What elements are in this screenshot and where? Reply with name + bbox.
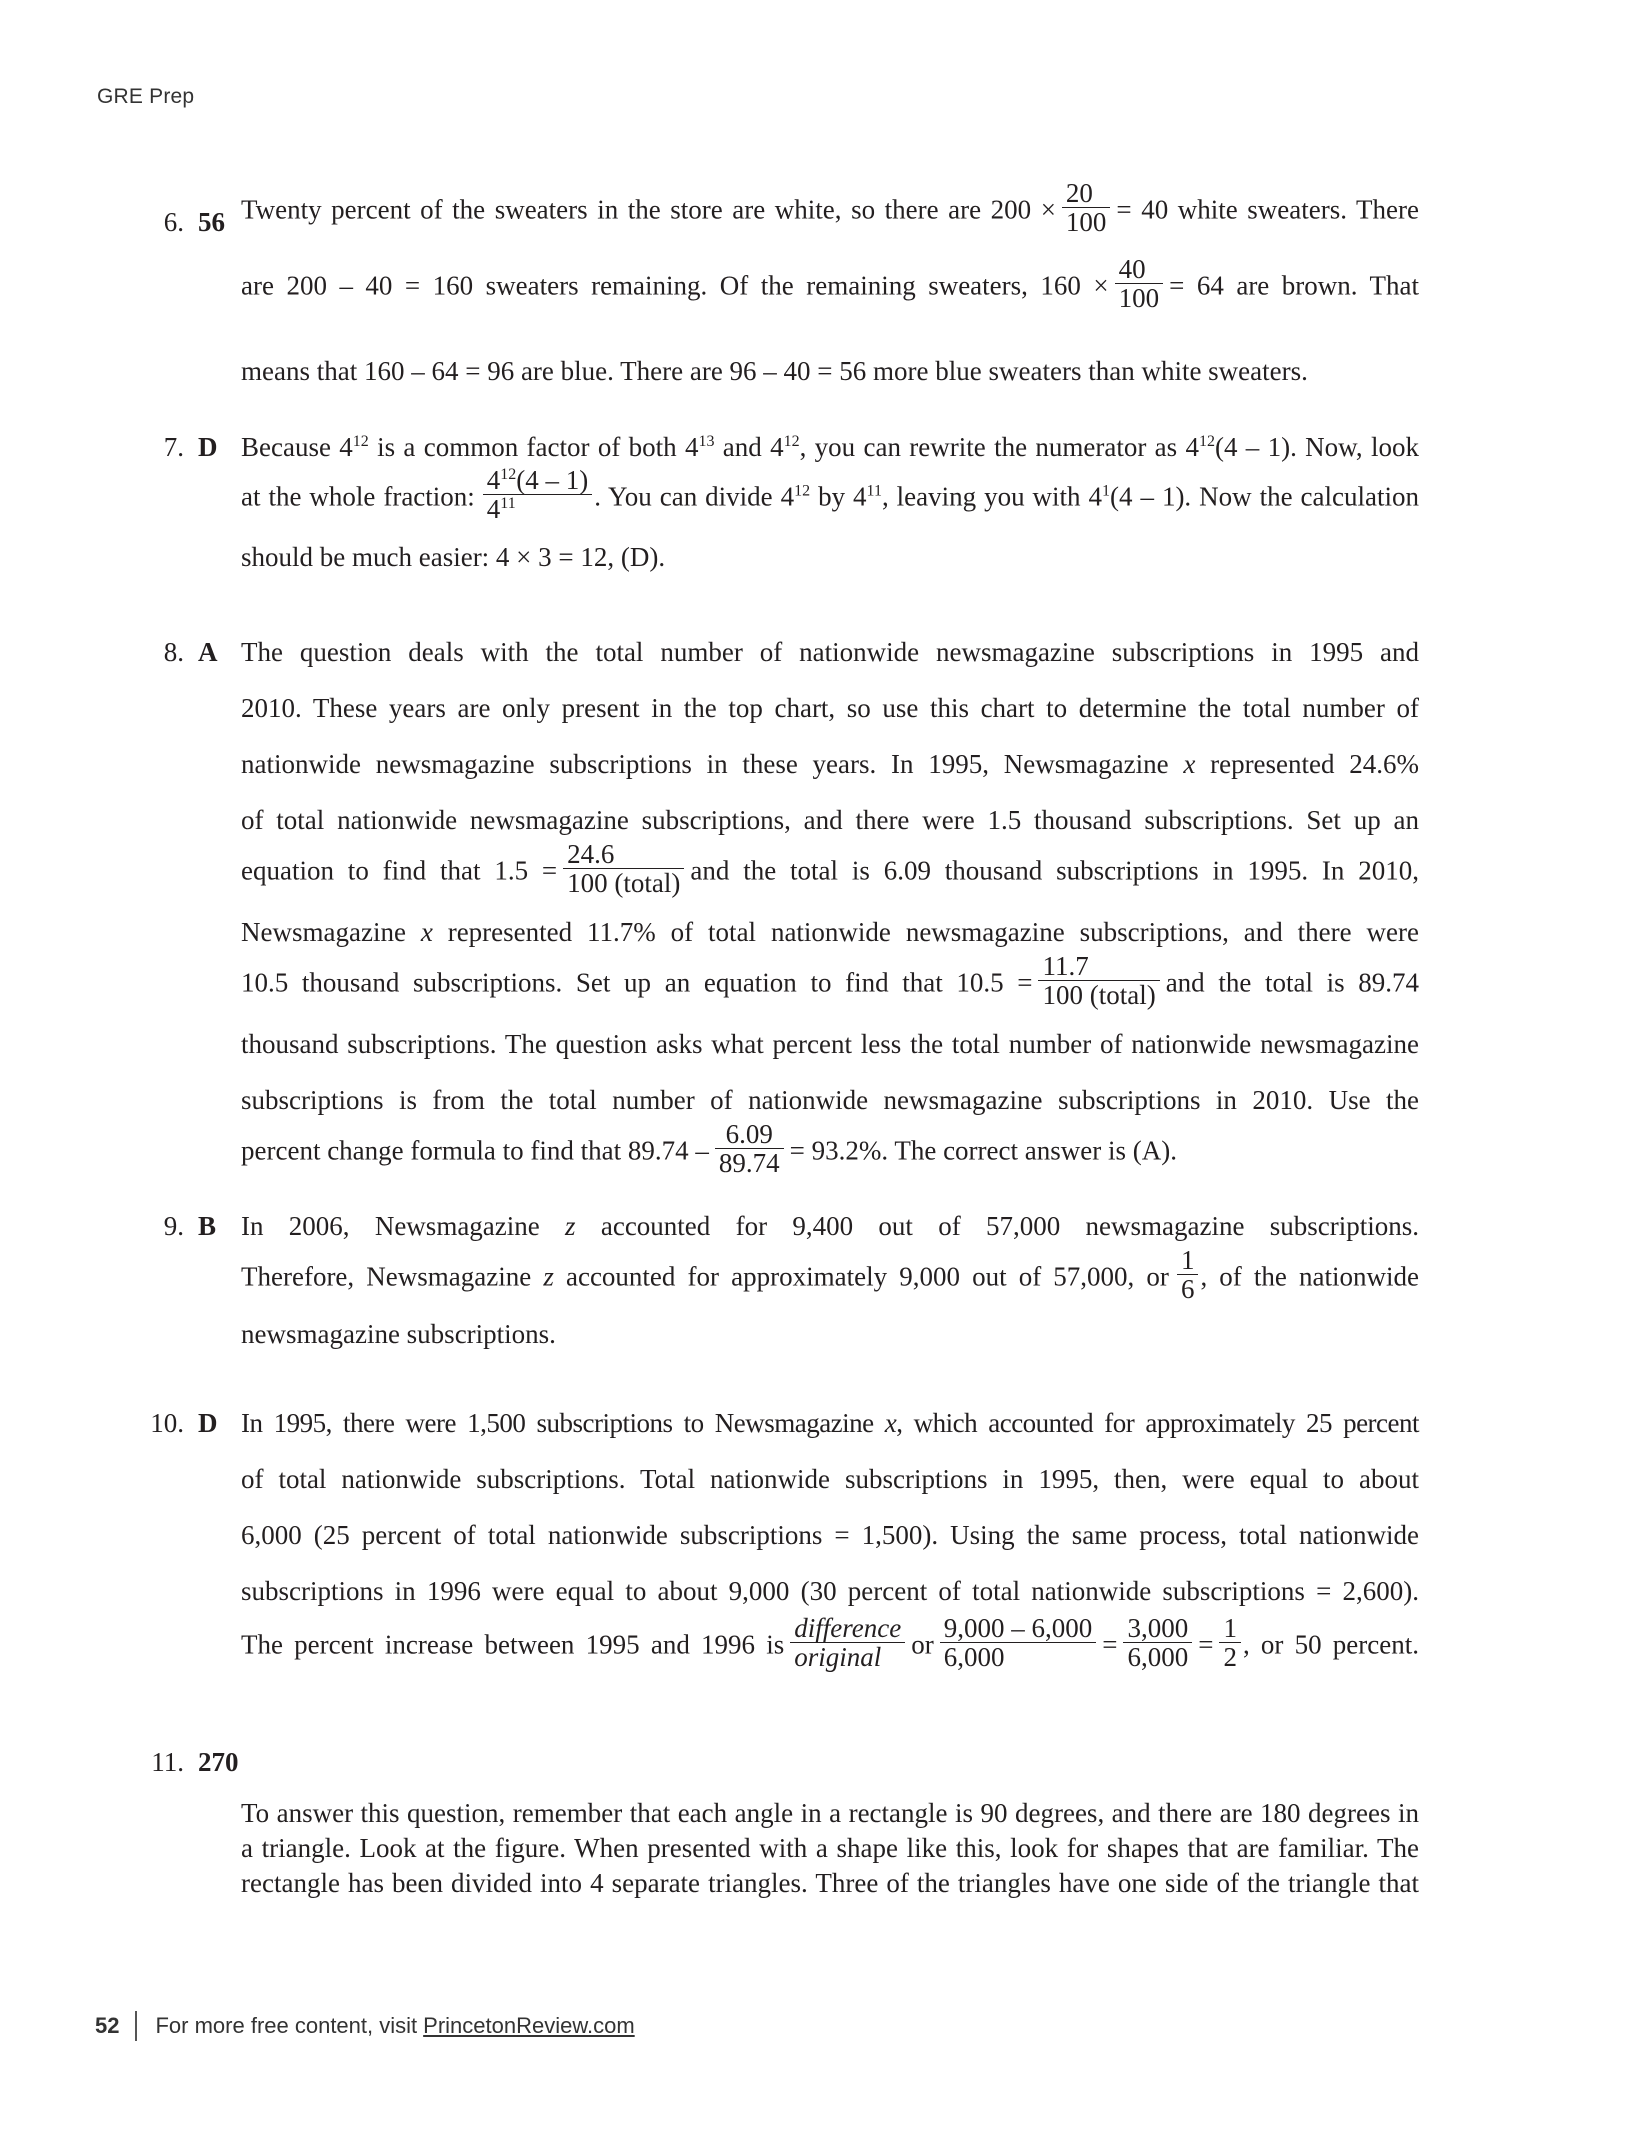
text-line: percent change formula to find that 89.74 – $\frac{6.09}{89.74}$ = 93.2%. The correct answer is (A).: [241, 1119, 1177, 1179]
problem-answer: 56: [198, 207, 225, 237]
problem-number: 9.: [163, 1211, 184, 1241]
text-line: Because $4^{12}$ is a common factor of both $4^{13}$ and $4^{12}$, you can rewrite the numerator as $4^{12}(4 - 1)$. Now, look: [241, 432, 1420, 462]
text-line: To answer this question, remember that each angle in a rectangle is 90 degrees, and there are 180 degrees in: [241, 1798, 1419, 1828]
page-number: 52: [95, 2013, 120, 2038]
text-line: 2010. These years are only present in the top chart, so use this chart to determine the total number of: [241, 693, 1419, 723]
text-line: In 1995, there were 1,500 subscriptions to Newsmagazine x, which accounted for approximately 25 percent: [241, 1408, 1420, 1438]
problem-answer: A: [198, 637, 218, 667]
text-line: newsmagazine subscriptions.: [241, 1319, 556, 1349]
fraction: $\frac{20}{100}$: [1062, 179, 1111, 238]
text-line: In 2006, Newsmagazine z accounted for 9,400 out of 57,000 newsmagazine subscriptions.: [241, 1211, 1419, 1241]
fraction: $\frac{9,000 - 6,000}{6,000}$: [940, 1614, 1097, 1673]
text-line: rectangle has been divided into 4 separate triangles. Three of the triangles have one side of the triangle that: [241, 1868, 1419, 1898]
fraction: $\frac{\text{difference}}{\text{original}}$: [790, 1614, 905, 1673]
page-footer: [95, 2011, 635, 2041]
fraction: $\frac{1}{6}$: [1177, 1246, 1199, 1305]
fraction: $\frac{11.7}{\text{100 (total)}}$: [1038, 952, 1159, 1011]
text-line: Newsmagazine x represented 11.7% of total nationwide newsmagazine subscriptions, and there were: [241, 917, 1419, 947]
text-line: 6,000 (25 percent of total nationwide subscriptions = 1,500). Using the same process, total nationwide: [241, 1520, 1419, 1550]
text-line: of total nationwide newsmagazine subscriptions, and there were 1.5 thousand subscriptions. Set up an: [241, 805, 1419, 835]
problem-answer: D: [198, 1408, 218, 1438]
text-line: should be much easier: 4 × 3 = 12, (D).: [241, 542, 666, 572]
fraction: $\frac{4^{12}(4 - 1)}{4^{11}}$: [483, 466, 592, 525]
text-line: subscriptions in 1996 were equal to about 9,000 (30 percent of total nationwide subscriptions = 2,600).: [241, 1576, 1419, 1606]
fraction: $\frac{24.6}{\text{100 (total)}}$: [563, 840, 684, 899]
problem-number: 8.: [163, 637, 184, 667]
problem-answer: B: [198, 1211, 217, 1241]
problem-answer: 270: [198, 1747, 239, 1777]
text-line: Twenty percent of the sweaters in the store are white, so there are 200 × $\frac{20}{100}$ = 40 white sweaters. There: [241, 178, 1419, 238]
problem-number: 6.: [163, 207, 184, 237]
text-line: equation to find that 1.5 = $\frac{24.6}{\text{100 (total)}}$ and the total is 6.09 thousand subscriptions in 1995. In 2010,: [241, 839, 1419, 899]
text-line: subscriptions is from the total number of nationwide newsmagazine subscriptions in 2010. Use the: [241, 1085, 1419, 1115]
text-line: 10.5 thousand subscriptions. Set up an equation to find that 10.5 = $\frac{11.7}{\text{100 (total)}}$ and the total is 89.74: [241, 951, 1419, 1011]
text-line: The percent increase between 1995 and 1996 is $\frac{\text{difference}}{\text{original}}$ or $\frac{9,000 - 6,000}{6,000}$ = $\frac{3,000}{6,000}$ = $\frac{1}{2}$ , or 50 percent.: [241, 1613, 1419, 1673]
text-line: Therefore, Newsmagazine z accounted for approximately 9,000 out of 57,000, or $\frac{1}{6}$ , of the nationwide: [241, 1245, 1419, 1305]
text-line: a triangle. Look at the figure. When presented with a shape like this, look for shapes that are familiar. The: [241, 1833, 1419, 1863]
text-line: are 200 – 40 = 160 sweaters remaining. Of the remaining sweaters, 160 × $\frac{40}{100}$ = 64 are brown. That: [241, 254, 1420, 314]
footer-text: For more free content, visit: [155, 2013, 418, 2038]
problem-number: 11.: [151, 1747, 184, 1777]
text-line: thousand subscriptions. The question asks what percent less the total number of nationwide newsmagazine: [241, 1029, 1419, 1059]
text-line: at the whole fraction: $\frac{4^{12}(4 - 1)}{4^{11}}$ . You can divide $4^{12}$ by $4^{11}$, leaving you with $4^1(4 - 1)$. Now the calculation: [241, 465, 1419, 525]
problem-number: 10.: [150, 1408, 184, 1438]
problem-answer: D: [198, 432, 218, 462]
running-header: GRE Prep: [97, 85, 195, 108]
fraction: $\frac{6.09}{89.74}$: [715, 1120, 784, 1179]
fraction: $\frac{40}{100}$: [1115, 255, 1164, 314]
footer-divider: [135, 2011, 137, 2041]
text-line: means that 160 – 64 = 96 are blue. There are 96 – 40 = 56 more blue sweaters than white sweaters.: [241, 356, 1308, 386]
fraction: $\frac{3,000}{6,000}$: [1123, 1614, 1192, 1673]
problem-number: 7.: [163, 432, 184, 462]
footer-link[interactable]: PrincetonReview.com: [423, 2013, 635, 2038]
text-line: The question deals with the total number of nationwide newsmagazine subscriptions in 1995 and: [241, 637, 1419, 667]
text-line: of total nationwide subscriptions. Total nationwide subscriptions in 1995, then, were equal to about: [241, 1464, 1419, 1494]
text-line: nationwide newsmagazine subscriptions in these years. In 1995, Newsmagazine x represented 24.6%: [241, 749, 1419, 779]
fraction: $\frac{1}{2}$: [1219, 1614, 1241, 1673]
